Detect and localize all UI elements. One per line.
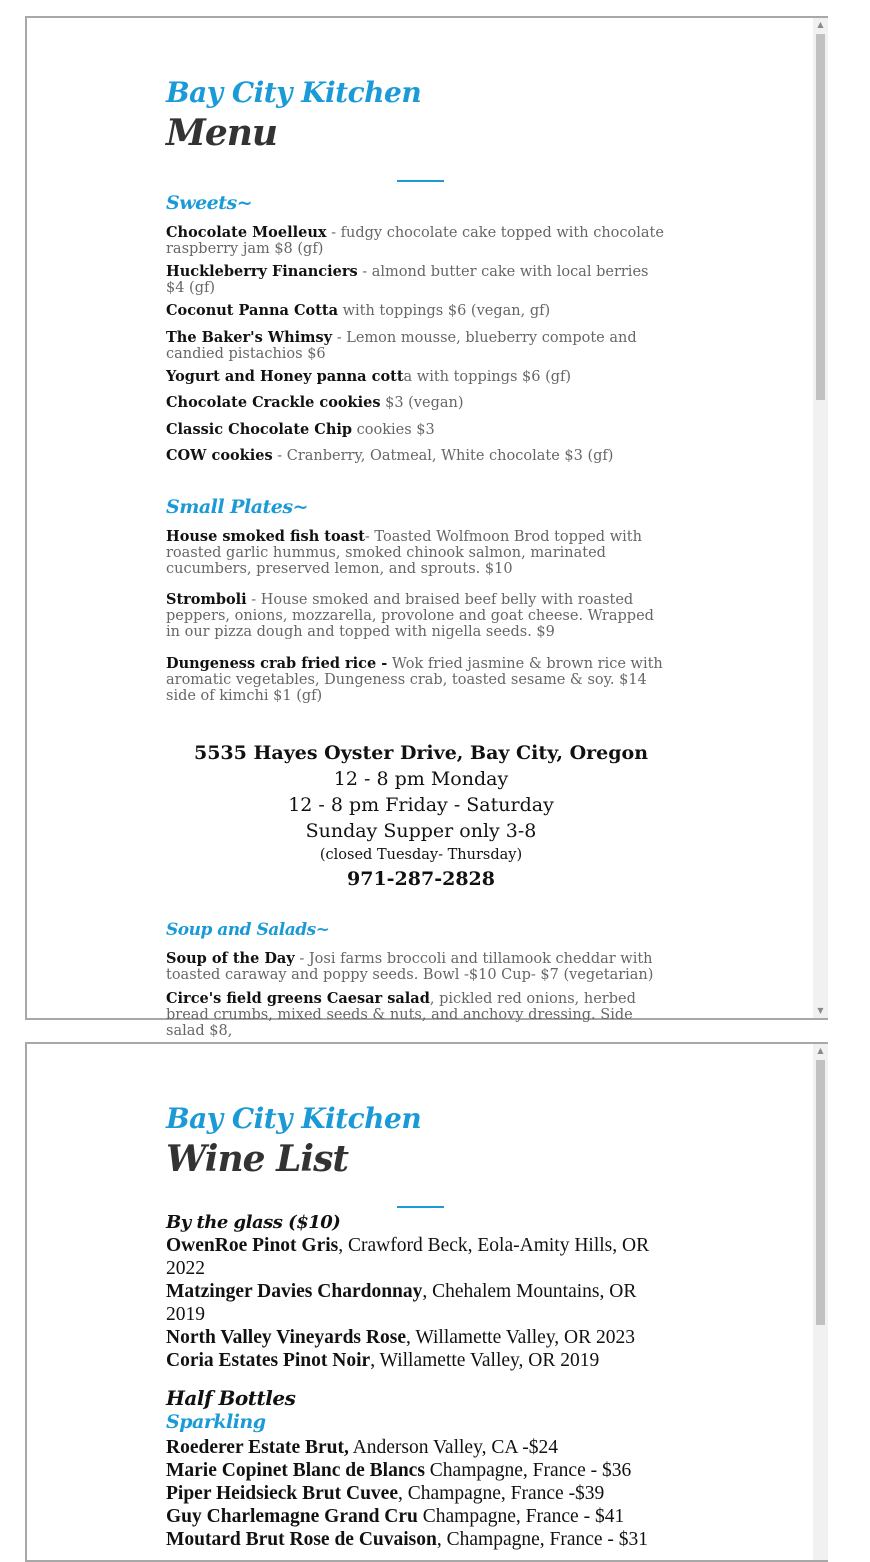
title-divider (397, 1206, 444, 1208)
phone-number: 971-287-2828 (347, 868, 495, 890)
hours-weekend: 12 - 8 pm Friday - Saturday (288, 794, 554, 816)
section-title-by-the-glass: By the glass ($10) (166, 1212, 341, 1233)
scrollbar-thumb[interactable] (816, 1060, 825, 1325)
wine-item: Piper Heidsieck Brut Cuvee, Champagne, France -$39 (166, 1483, 605, 1504)
scroll-down-arrow-icon[interactable]: ▼ (817, 1006, 824, 1015)
menu-item: Yogurt and Honey panna cotta with toppings $6 (gf) (166, 368, 572, 385)
section-title-half-bottles: Half Bottles (166, 1386, 296, 1410)
menu-item: Stromboli - House smoked and braised beef belly with roasted peppers, onions, mozzarella, provolone and goat cheese. Wrapped in our pizza dough and topped with nigella seeds. $9 (166, 591, 654, 640)
menu-item: Huckleberry Financiers - almond butter cake with local berries $4 (gf) (166, 263, 649, 296)
page-title: Menu (166, 112, 278, 154)
menu-item: The Baker's Whimsy - Lemon mousse, blueberry compote and candied pistachios $6 (166, 329, 637, 362)
wine-item: North Valley Vineyards Rose, Willamette Valley, OR 2023 (166, 1327, 636, 1348)
menu-frame[interactable] (25, 16, 828, 1039)
scroll-up-arrow-icon[interactable]: ▲ (817, 1046, 824, 1055)
address: 5535 Hayes Oyster Drive, Bay City, Oregon (193, 742, 649, 764)
hours-monday: 12 - 8 pm Monday (333, 768, 509, 790)
wine-item: OwenRoe Pinot Gris, Crawford Beck, Eola-Amity Hills, OR 2022 (166, 1235, 650, 1279)
menu-item: Classic Chocolate Chip cookies $3 (166, 421, 435, 438)
hours-sunday: Sunday Supper only 3-8 (305, 820, 537, 842)
vertical-scrollbar[interactable] (813, 1044, 828, 1560)
vertical-scrollbar[interactable] (813, 18, 828, 1018)
menu-item: Dungeness crab fried rice - Wok fried jasmine & brown rice with aromatic vegetables, Dungeness crab, toasted sesame & soy. $14 side of kimchi $1 (gf) (166, 655, 663, 704)
closed-days: (closed Tuesday- Thursday) (319, 847, 523, 863)
title-divider (397, 180, 444, 182)
restaurant-info (166, 740, 676, 892)
page-title: Wine List (166, 1138, 348, 1180)
wine-item: Moutard Brut Rose de Cuvaison, Champagne, France - $31 (166, 1529, 649, 1550)
wine-list-frame[interactable] (25, 1042, 828, 1562)
menu-item: COW cookies - Cranberry, Oatmeal, White chocolate $3 (gf) (166, 447, 614, 464)
menu-item: Soup of the Day - Josi farms broccoli and tillamook cheddar with toasted caraway and poppy seeds. Bowl -$10 Cup- $7 (vegetarian) (166, 950, 654, 983)
wine-item: Guy Charlemagne Grand Cru Champagne, France - $41 (166, 1506, 625, 1527)
wine-item: Roederer Estate Brut, Anderson Valley, CA -$24 (166, 1437, 558, 1458)
section-title-soup-salads: Soup and Salads~ (166, 920, 330, 940)
menu-item: House smoked fish toast- Toasted Wolfmoon Brod topped with roasted garlic hummus, smoked chinook salmon, marinated cucumbers, preserved lemon, and sprouts. $10 (166, 528, 642, 577)
menu-item: Chocolate Crackle cookies $3 (vegan) (166, 394, 464, 411)
menu-item: Circe's field greens Caesar salad, pickled red onions, herbed bread crumbs, mixed seeds & nuts, and anchovy dressing. Side salad $8, (166, 990, 636, 1039)
scroll-up-arrow-icon[interactable]: ▲ (817, 20, 824, 29)
brand-title: Bay City Kitchen (166, 1102, 422, 1135)
brand-title: Bay City Kitchen (166, 76, 422, 109)
section-title-small-plates: Small Plates~ (166, 496, 308, 518)
wine-item: Coria Estates Pinot Noir, Willamette Valley, OR 2019 (166, 1350, 600, 1371)
wine-item: Matzinger Davies Chardonnay, Chehalem Mountains, OR 2019 (166, 1281, 637, 1325)
subsection-title-sparkling: Sparkling (166, 1411, 266, 1433)
menu-item: Coconut Panna Cotta with toppings $6 (vegan, gf) (166, 302, 551, 319)
scrollbar-thumb[interactable] (816, 34, 825, 400)
menu-item: Chocolate Moelleux - fudgy chocolate cake topped with chocolate raspberry jam $8 (gf) (166, 224, 664, 257)
section-title-sweets: Sweets~ (166, 192, 253, 214)
wine-item: Marie Copinet Blanc de Blancs Champagne, France - $36 (166, 1460, 632, 1481)
